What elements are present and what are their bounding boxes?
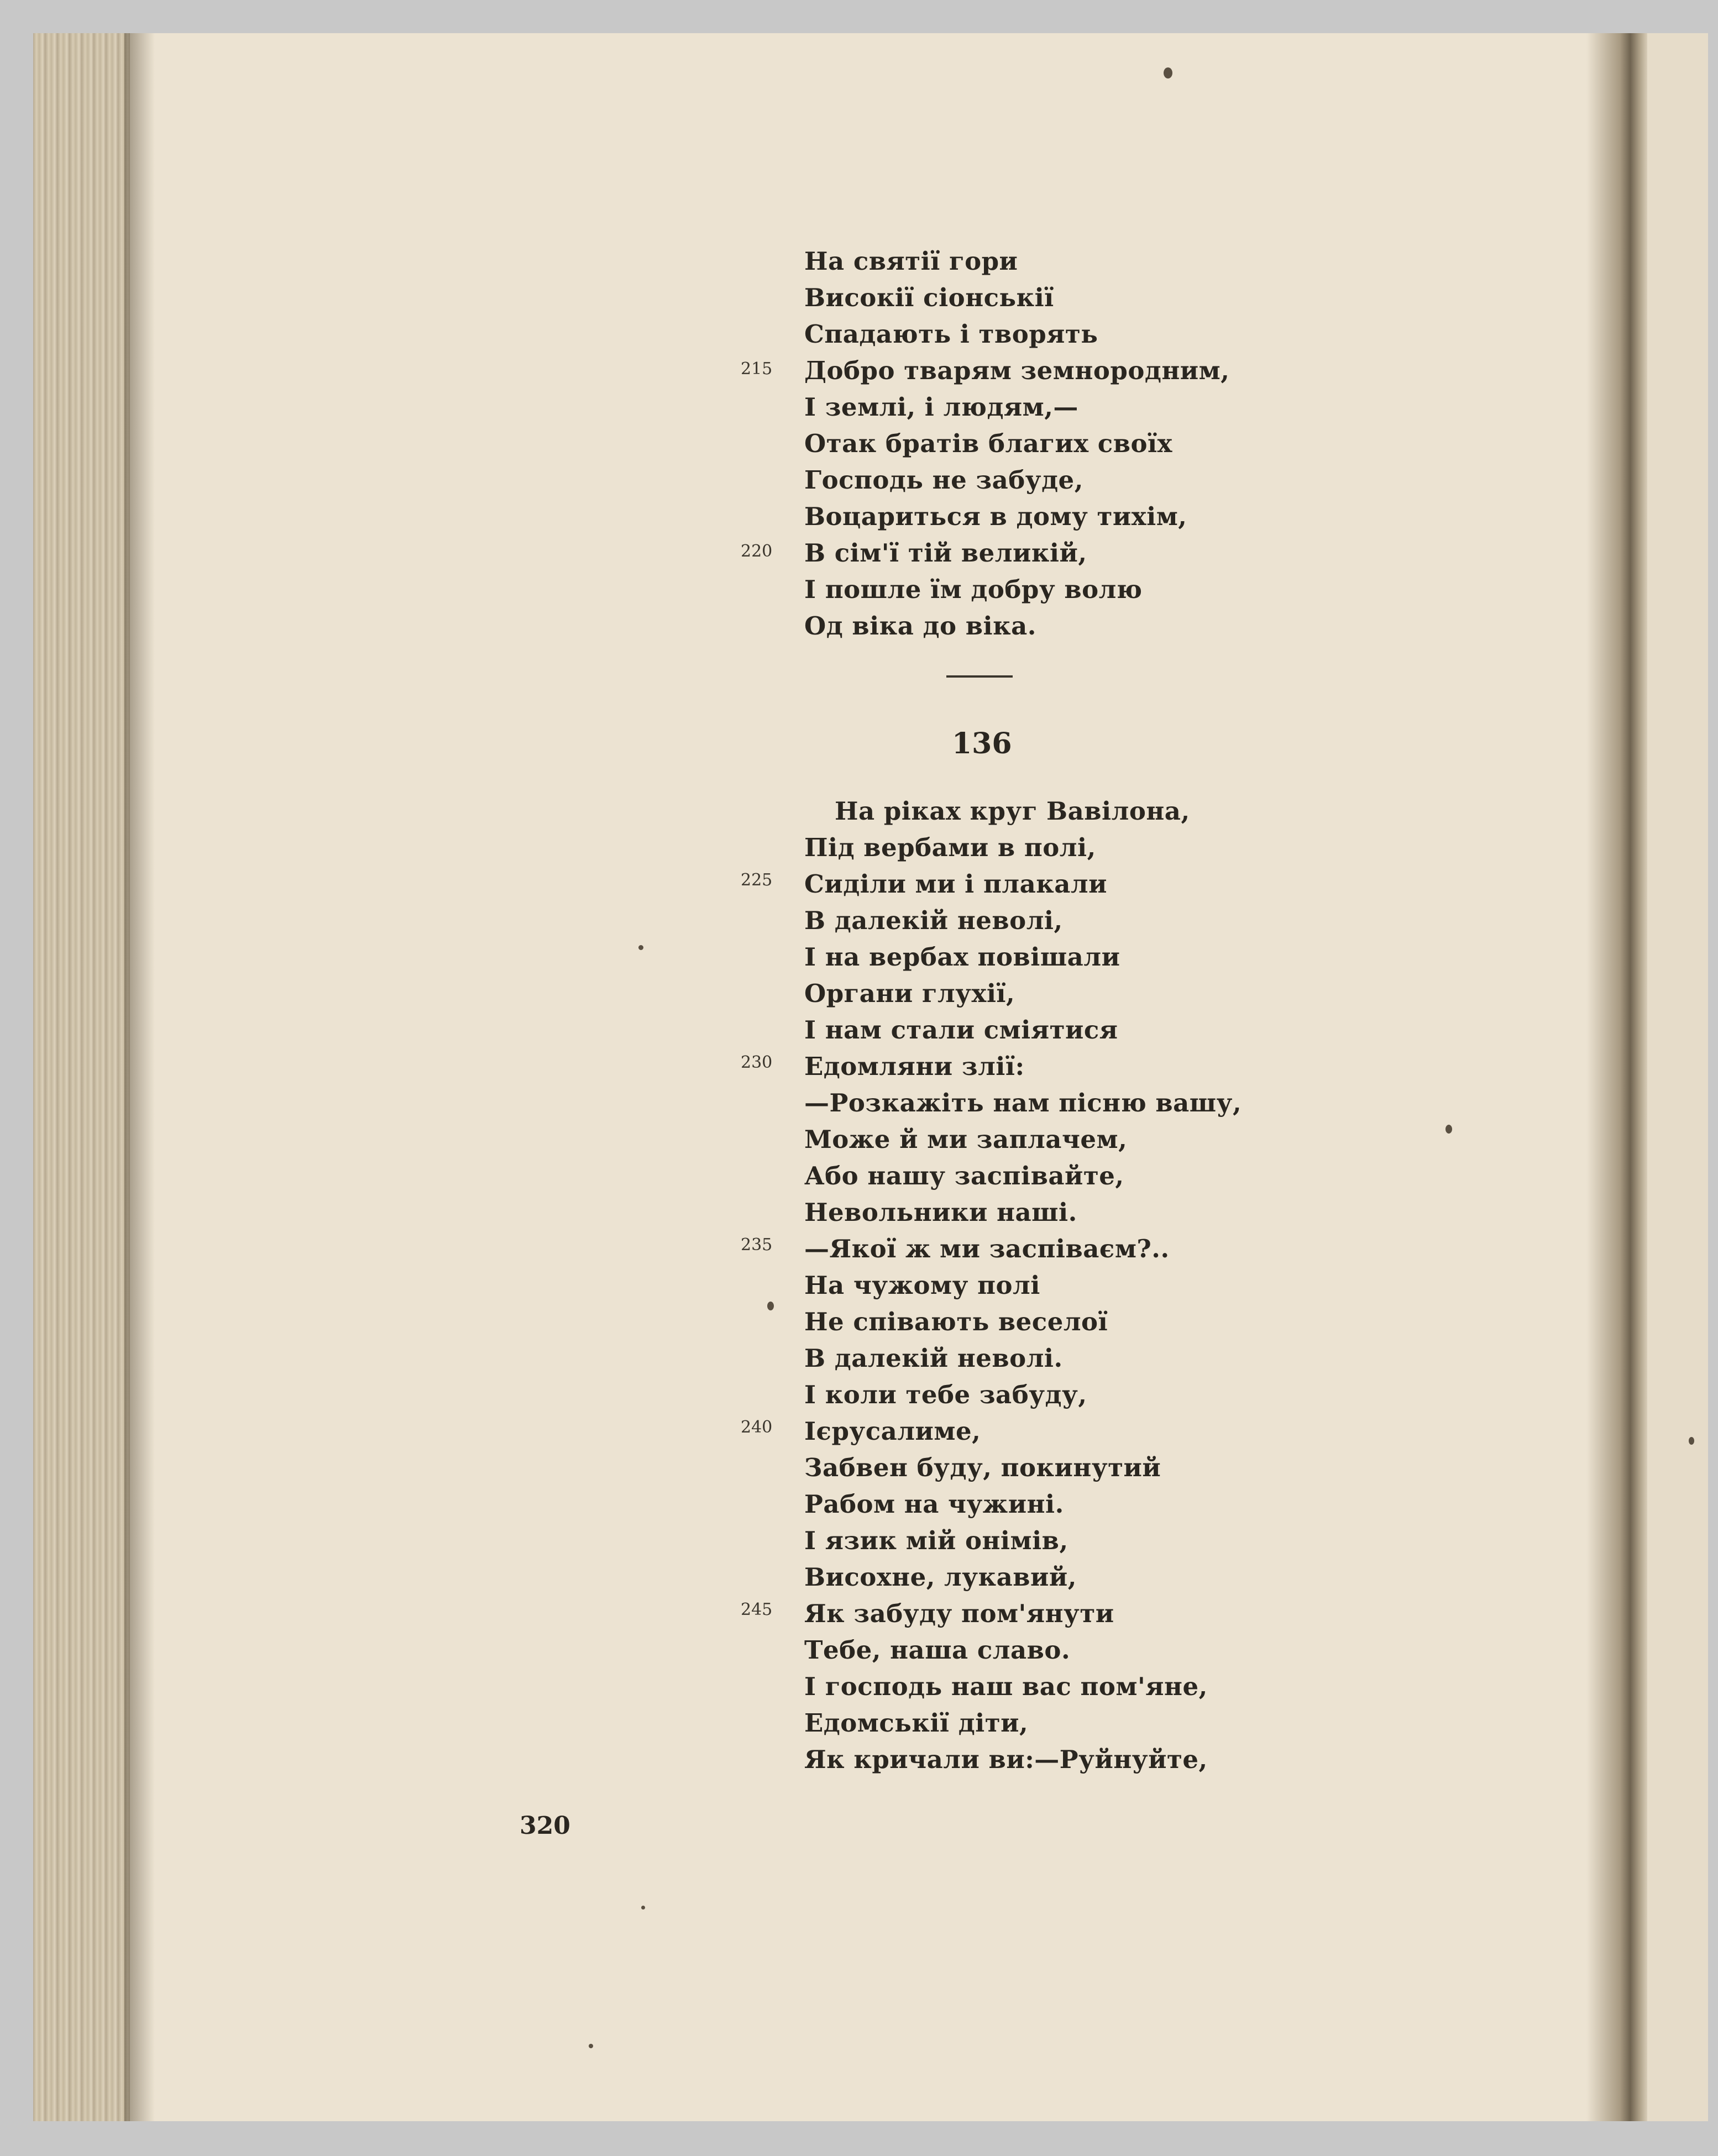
section-divider <box>946 675 1013 678</box>
verse-line: Сиділи ми і плакали <box>804 869 1108 899</box>
page-number: 320 <box>520 1812 570 1840</box>
verse-block-2 <box>804 793 1242 1778</box>
verse-line: Невольники наші. <box>804 1198 1077 1227</box>
next-page-edge <box>1647 33 1708 2121</box>
verse-line: І землі, і людям,— <box>804 392 1078 422</box>
page-edges <box>33 33 130 2121</box>
paper-speck <box>767 1302 774 1310</box>
line-number: 225 <box>741 870 773 890</box>
verse-line: Як кричали ви:—Руйнуйте, <box>804 1745 1208 1774</box>
verse-line: Тебе, наша славо. <box>804 1635 1071 1665</box>
line-number: 245 <box>741 1600 773 1619</box>
verse-line: В сім'ї тій великій, <box>804 538 1087 568</box>
verse-line: І нам стали сміятися <box>804 1015 1118 1045</box>
paper-speck <box>638 945 643 950</box>
paper-speck <box>1445 1125 1452 1134</box>
verse-line: Або нашу заспівайте, <box>804 1161 1124 1190</box>
verse-line: Од віка до віка. <box>804 611 1036 641</box>
verse-line: Висохне, лукавий, <box>804 1562 1077 1592</box>
poem-number: 136 <box>952 727 1012 760</box>
page-edge-shadow <box>124 33 155 2121</box>
paper-speck <box>1689 1437 1694 1445</box>
verse-line: Едомськії діти, <box>804 1708 1029 1738</box>
verse-line: На чужому полі <box>804 1271 1040 1300</box>
verse-line: Едомляни злії: <box>804 1052 1025 1081</box>
paper-speck <box>1164 67 1172 78</box>
verse-line: Забвен буду, покинутий <box>804 1453 1161 1482</box>
verse-line: В далекій неволі, <box>804 906 1063 935</box>
line-number: 215 <box>741 359 773 379</box>
verse-line: І коли тебе забуду, <box>804 1380 1087 1409</box>
verse-line: Спадають і творять <box>804 319 1098 349</box>
verse-line: На святії гори <box>804 246 1018 276</box>
line-number: 220 <box>741 542 773 561</box>
verse-line: Не співають веселої <box>804 1307 1108 1336</box>
verse-line: І на вербах повішали <box>804 942 1120 972</box>
line-number: 240 <box>741 1418 773 1437</box>
verse-line: Високії сіонськії <box>804 283 1054 312</box>
verse-line: Рабом на чужині. <box>804 1489 1064 1519</box>
verse-line: І пошле їм добру волю <box>804 575 1143 604</box>
verse-line: І язик мій онімів, <box>804 1526 1068 1555</box>
verse-line: Отак братів благих своїх <box>804 429 1172 458</box>
verse-line: На ріках круг Вавілона, <box>835 796 1190 826</box>
page-scan <box>33 33 1708 2121</box>
verse-line: В далекій неволі. <box>804 1344 1063 1373</box>
book-gutter <box>1586 33 1647 2121</box>
verse-line: Як забуду пом'янути <box>804 1599 1114 1628</box>
line-number: 230 <box>741 1053 773 1072</box>
verse-line: Добро тварям земнородним, <box>804 356 1230 385</box>
verse-line: —Розкажіть нам пісню вашу, <box>804 1088 1242 1118</box>
verse-block-1 <box>804 243 1229 644</box>
verse-line: Органи глухії, <box>804 979 1015 1008</box>
verse-line: Ієрусалиме, <box>804 1417 981 1446</box>
verse-line: Під вербами в полі, <box>804 833 1096 862</box>
line-number: 235 <box>741 1235 773 1255</box>
verse-line: І господь наш вас пом'яне, <box>804 1672 1208 1701</box>
paper-speck <box>641 1906 645 1910</box>
verse-line: Може й ми заплачем, <box>804 1125 1128 1154</box>
verse-line: Господь не забуде, <box>804 465 1083 495</box>
verse-line: —Якої ж ми заспіваєм?.. <box>804 1234 1170 1263</box>
paper-speck <box>589 2044 593 2048</box>
verse-line: Воцариться в дому тихім, <box>804 502 1187 531</box>
